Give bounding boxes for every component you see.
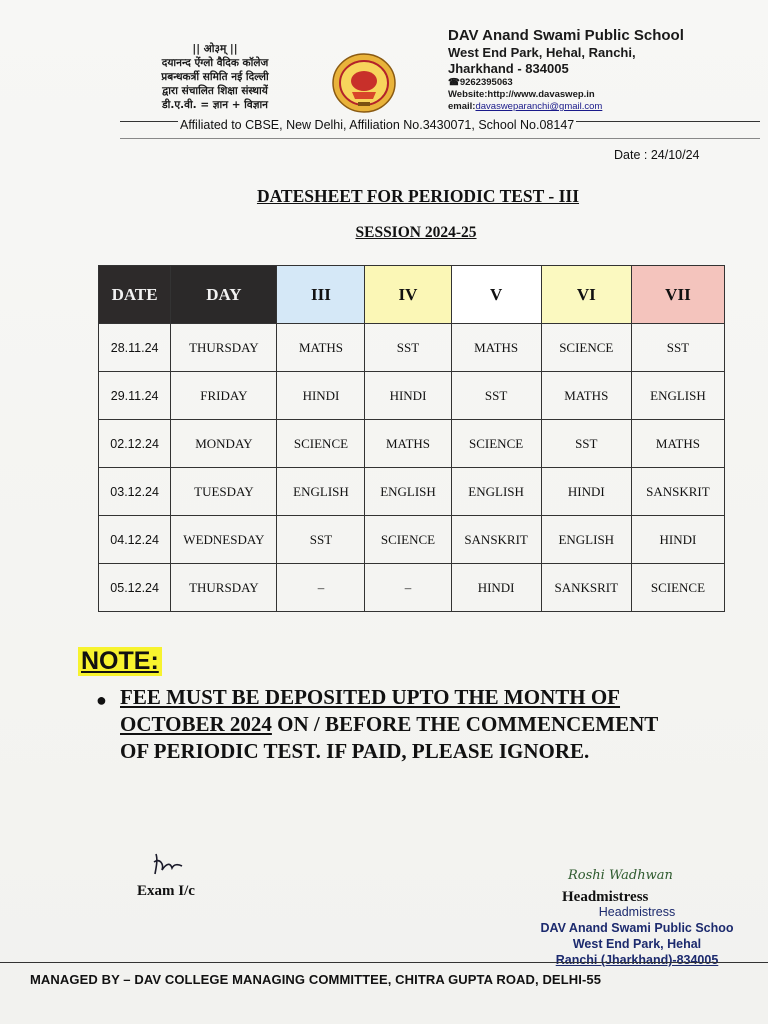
- cell-day: FRIDAY: [171, 372, 277, 420]
- cell-subject: MATHS: [451, 324, 541, 372]
- note-line-1-text: FEE MUST BE DEPOSITED UPTO THE MONTH OF: [120, 685, 621, 709]
- school-website: Website:http://www.davaswep.in: [448, 89, 595, 100]
- hindi-line: द्वारा संचालित शिक्षा संस्थायें: [162, 85, 268, 97]
- stamp-line: West End Park, Hehal: [572, 937, 702, 951]
- cell-subject: HINDI: [277, 372, 365, 420]
- cell-subject: ENGLISH: [541, 516, 631, 564]
- col-header-date: DATE: [99, 266, 171, 324]
- cell-day: WEDNESDAY: [171, 516, 277, 564]
- note-heading-box: [78, 647, 162, 676]
- cell-date: 28.11.24: [99, 324, 171, 372]
- cell-subject: SCIENCE: [631, 564, 724, 612]
- cell-subject: ENGLISH: [451, 468, 541, 516]
- exam-ic-signature-icon: [150, 850, 190, 880]
- note-line-2-rest: ON / BEFORE THE COMMENCEMENT: [271, 712, 659, 736]
- school-address-2: Jharkhand - 834005: [448, 61, 569, 76]
- cell-subject: HINDI: [365, 372, 451, 420]
- affiliation-line: Affiliated to CBSE, New Delhi, Affiliation No.3430071, School No.08147: [180, 118, 575, 132]
- stamp-line: DAV Anand Swami Public Schoo: [540, 921, 734, 935]
- col-header-class-iii: III: [277, 266, 365, 324]
- col-header-class-v: V: [451, 266, 541, 324]
- cell-subject: HINDI: [541, 468, 631, 516]
- issue-date: Date : 24/10/24: [614, 148, 700, 162]
- school-phone: ☎9262395063: [448, 77, 513, 88]
- session-row: [0, 224, 768, 242]
- stamp-line: Ranchi (Jharkhand)-834005: [555, 953, 719, 967]
- affiliation-rule: [120, 138, 760, 139]
- school-stamp: [532, 904, 742, 968]
- table-row: [99, 516, 725, 564]
- cell-day: TUESDAY: [171, 468, 277, 516]
- note-line-2-underlined: OCTOBER 2024: [120, 712, 272, 736]
- cell-subject: MATHS: [631, 420, 724, 468]
- footer-text: MANAGED BY – DAV COLLEGE MANAGING COMMITTEE, CHITRA GUPTA ROAD, DELHI-55: [30, 972, 602, 987]
- col-header-class-vii: VII: [631, 266, 724, 324]
- cell-day: MONDAY: [171, 420, 277, 468]
- cell-subject: SANSKRIT: [451, 516, 541, 564]
- cell-subject: SST: [451, 372, 541, 420]
- col-header-day: DAY: [171, 266, 277, 324]
- cell-date: 04.12.24: [99, 516, 171, 564]
- cell-subject: MATHS: [365, 420, 451, 468]
- col-header-class-iv: IV: [365, 266, 451, 324]
- cell-subject: SST: [277, 516, 365, 564]
- cell-date: 03.12.24: [99, 468, 171, 516]
- note-text: [120, 684, 742, 765]
- school-email-row: [448, 101, 758, 113]
- hindi-line: प्रबन्धकर्त्री समिति नई दिल्ली: [161, 71, 269, 83]
- note-line-3: OF PERIODIC TEST. IF PAID, PLEASE IGNORE.: [120, 739, 590, 763]
- hindi-line: दयानन्द ऐंग्लो वैदिक कॉलेज: [161, 57, 269, 69]
- table-row: [99, 468, 725, 516]
- cell-subject: –: [365, 564, 451, 612]
- headmistress-signature: Roshi Wadhwan: [568, 868, 673, 883]
- hindi-line: डी.ए.वी. = ज्ञान + विज्ञान: [162, 99, 268, 111]
- email-label: email:: [448, 101, 476, 112]
- cell-subject: SST: [631, 324, 724, 372]
- cell-subject: SCIENCE: [541, 324, 631, 372]
- cell-subject: SANKSRIT: [541, 564, 631, 612]
- school-address-1: West End Park, Hehal, Ranchi,: [448, 45, 636, 60]
- table-row: [99, 564, 725, 612]
- footer-rule: [0, 962, 768, 963]
- page-title: DATESHEET FOR PERIODIC TEST - III: [256, 186, 580, 206]
- cell-day: THURSDAY: [171, 564, 277, 612]
- cell-subject: HINDI: [631, 516, 724, 564]
- table-row: [99, 420, 725, 468]
- session-label: SESSION 2024-25: [355, 224, 477, 241]
- table-row: [99, 324, 725, 372]
- exam-ic-label: Exam I/c: [137, 883, 195, 899]
- school-name: DAV Anand Swami Public School: [448, 27, 684, 44]
- email-link[interactable]: davasweparanchi@gmail.com: [475, 101, 603, 112]
- cell-subject: ENGLISH: [277, 468, 365, 516]
- cell-subject: HINDI: [451, 564, 541, 612]
- note-line-1: [120, 684, 742, 711]
- headmistress-label: Headmistress: [562, 889, 649, 905]
- note-line-2: [120, 711, 742, 738]
- stamp-line: Headmistress: [598, 905, 676, 919]
- cell-subject: ENGLISH: [631, 372, 724, 420]
- note-heading: NOTE:: [81, 647, 159, 675]
- cell-subject: MATHS: [541, 372, 631, 420]
- cell-subject: SCIENCE: [451, 420, 541, 468]
- cell-subject: ENGLISH: [365, 468, 451, 516]
- cell-subject: –: [277, 564, 365, 612]
- cell-subject: SCIENCE: [365, 516, 451, 564]
- datesheet-table: [98, 265, 725, 612]
- table-header-row: [99, 266, 725, 324]
- cell-date: 05.12.24: [99, 564, 171, 612]
- cell-date: 29.11.24: [99, 372, 171, 420]
- hindi-line: || ओ३म् ||: [192, 43, 238, 55]
- school-info: [448, 27, 758, 113]
- cell-subject: SST: [541, 420, 631, 468]
- col-header-class-vi: VI: [541, 266, 631, 324]
- page-title-row: [0, 186, 768, 207]
- hindi-header-block: [115, 42, 315, 112]
- cell-subject: SCIENCE: [277, 420, 365, 468]
- cell-subject: SANSKRIT: [631, 468, 724, 516]
- cell-subject: MATHS: [277, 324, 365, 372]
- cell-date: 02.12.24: [99, 420, 171, 468]
- table-row: [99, 372, 725, 420]
- cell-day: THURSDAY: [171, 324, 277, 372]
- dav-logo-icon: [330, 52, 398, 114]
- bullet-icon: ●: [96, 690, 107, 710]
- cell-subject: SST: [365, 324, 451, 372]
